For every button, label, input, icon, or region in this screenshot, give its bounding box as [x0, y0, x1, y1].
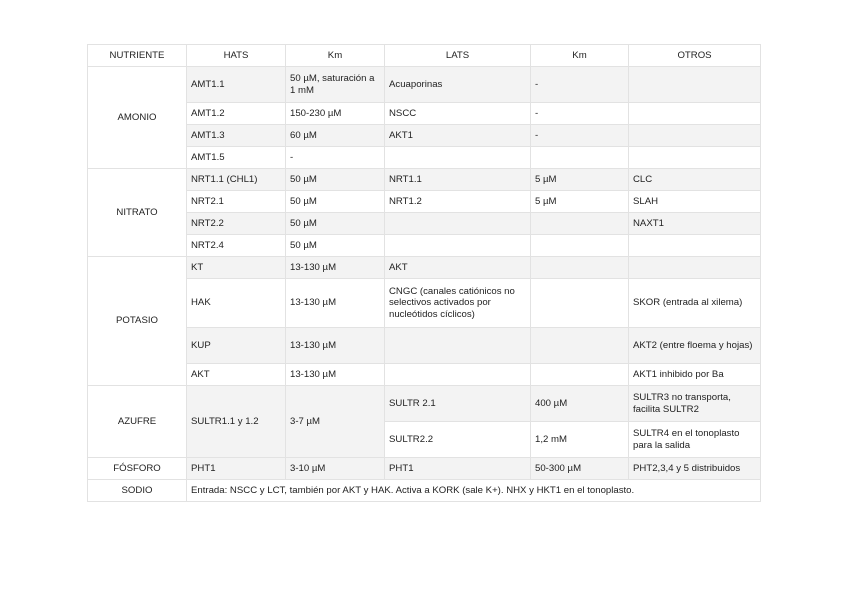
cell-km-hats: 13-130 µM — [286, 257, 385, 279]
cell-hats: AMT1.5 — [187, 147, 286, 169]
cell-km-hats: 13-130 µM — [286, 328, 385, 364]
nutrient-azufre: AZUFRE — [88, 386, 187, 458]
cell-km-lats: - — [531, 125, 629, 147]
cell-km-hats: 50 µM — [286, 169, 385, 191]
cell-km-lats: 400 µM — [531, 386, 629, 422]
cell-km-lats: 5 µM — [531, 169, 629, 191]
table-row — [88, 103, 761, 125]
cell-lats — [385, 364, 531, 386]
cell-lats: AKT — [385, 257, 531, 279]
table-row — [88, 386, 761, 422]
cell-km-hats: 50 µM — [286, 213, 385, 235]
cell-km-hats: 50 µM — [286, 191, 385, 213]
cell-lats: CNGC (canales catiónicos no selectivos activados por nucleótidos cíclicos) — [385, 279, 531, 328]
cell-otros: SULTR3 no transporta, facilita SULTR2 — [629, 386, 761, 422]
cell-hats: NRT1.1 (CHL1) — [187, 169, 286, 191]
cell-lats: SULTR 2.1 — [385, 386, 531, 422]
nutrient-potasio: POTASIO — [88, 257, 187, 386]
cell-otros: CLC — [629, 169, 761, 191]
table-row — [88, 480, 761, 502]
cell-hats: AKT — [187, 364, 286, 386]
table-row — [88, 257, 761, 279]
cell-hats: SULTR1.1 y 1.2 — [187, 386, 286, 458]
cell-km-lats: 50-300 µM — [531, 458, 629, 480]
cell-hats: AMT1.3 — [187, 125, 286, 147]
cell-lats — [385, 147, 531, 169]
cell-hats: HAK — [187, 279, 286, 328]
nutrient-fosforo: FÓSFORO — [88, 458, 187, 480]
header-km-lats: Km — [531, 45, 629, 67]
cell-otros — [629, 67, 761, 103]
cell-km-hats: 3-7 µM — [286, 386, 385, 458]
cell-hats: NRT2.4 — [187, 235, 286, 257]
table-row — [88, 328, 761, 364]
cell-km-hats: 13-130 µM — [286, 279, 385, 328]
cell-lats: NRT1.2 — [385, 191, 531, 213]
cell-otros: PHT2,3,4 y 5 distribuidos — [629, 458, 761, 480]
table-row — [88, 235, 761, 257]
cell-hats: PHT1 — [187, 458, 286, 480]
nutrient-amonio: AMONIO — [88, 67, 187, 169]
nutrient-transporter-table — [87, 44, 761, 502]
cell-km-lats: - — [531, 103, 629, 125]
cell-lats: SULTR2.2 — [385, 422, 531, 458]
cell-otros: NAXT1 — [629, 213, 761, 235]
table-row — [88, 364, 761, 386]
table-row — [88, 191, 761, 213]
cell-hats: KUP — [187, 328, 286, 364]
cell-lats: PHT1 — [385, 458, 531, 480]
cell-km-lats: 5 µM — [531, 191, 629, 213]
cell-km-lats: 1,2 mM — [531, 422, 629, 458]
cell-lats: NSCC — [385, 103, 531, 125]
cell-km-hats: 3-10 µM — [286, 458, 385, 480]
table-row — [88, 279, 761, 328]
cell-lats: AKT1 — [385, 125, 531, 147]
cell-hats: AMT1.1 — [187, 67, 286, 103]
cell-otros — [629, 235, 761, 257]
cell-km-hats: 50 µM — [286, 235, 385, 257]
cell-hats: NRT2.1 — [187, 191, 286, 213]
header-row — [88, 45, 761, 67]
cell-hats: AMT1.2 — [187, 103, 286, 125]
header-km-hats: Km — [286, 45, 385, 67]
cell-km-lats — [531, 213, 629, 235]
cell-otros — [629, 147, 761, 169]
cell-km-hats: 150-230 µM — [286, 103, 385, 125]
cell-otros: AKT1 inhibido por Ba — [629, 364, 761, 386]
cell-km-hats: - — [286, 147, 385, 169]
cell-km-lats — [531, 328, 629, 364]
cell-otros — [629, 103, 761, 125]
cell-otros — [629, 257, 761, 279]
header-otros: OTROS — [629, 45, 761, 67]
cell-km-lats: - — [531, 67, 629, 103]
nutrient-nitrato: NITRATO — [88, 169, 187, 257]
cell-otros — [629, 125, 761, 147]
table-row — [88, 213, 761, 235]
cell-km-lats — [531, 364, 629, 386]
table-row — [88, 67, 761, 103]
table-row — [88, 147, 761, 169]
header-lats: LATS — [385, 45, 531, 67]
cell-km-hats: 13-130 µM — [286, 364, 385, 386]
cell-hats: NRT2.2 — [187, 213, 286, 235]
cell-otros: SLAH — [629, 191, 761, 213]
cell-lats: NRT1.1 — [385, 169, 531, 191]
cell-km-lats — [531, 235, 629, 257]
cell-sodio-description: Entrada: NSCC y LCT, también por AKT y HAK. Activa a KORK (sale K+). NHX y HKT1 en el tonoplasto. — [187, 480, 761, 502]
cell-lats — [385, 328, 531, 364]
cell-lats — [385, 213, 531, 235]
table-row — [88, 169, 761, 191]
table-row — [88, 125, 761, 147]
cell-lats — [385, 235, 531, 257]
cell-otros: SKOR (entrada al xilema) — [629, 279, 761, 328]
cell-hats: KT — [187, 257, 286, 279]
cell-km-hats: 50 µM, saturación a 1 mM — [286, 67, 385, 103]
cell-lats: Acuaporinas — [385, 67, 531, 103]
header-nutriente: NUTRIENTE — [88, 45, 187, 67]
cell-km-lats — [531, 257, 629, 279]
table-row — [88, 458, 761, 480]
header-hats: HATS — [187, 45, 286, 67]
cell-km-lats — [531, 147, 629, 169]
cell-km-hats: 60 µM — [286, 125, 385, 147]
cell-km-lats — [531, 279, 629, 328]
cell-otros: AKT2 (entre floema y hojas) — [629, 328, 761, 364]
cell-otros: SULTR4 en el tonoplasto para la salida — [629, 422, 761, 458]
nutrient-sodio: SODIO — [88, 480, 187, 502]
